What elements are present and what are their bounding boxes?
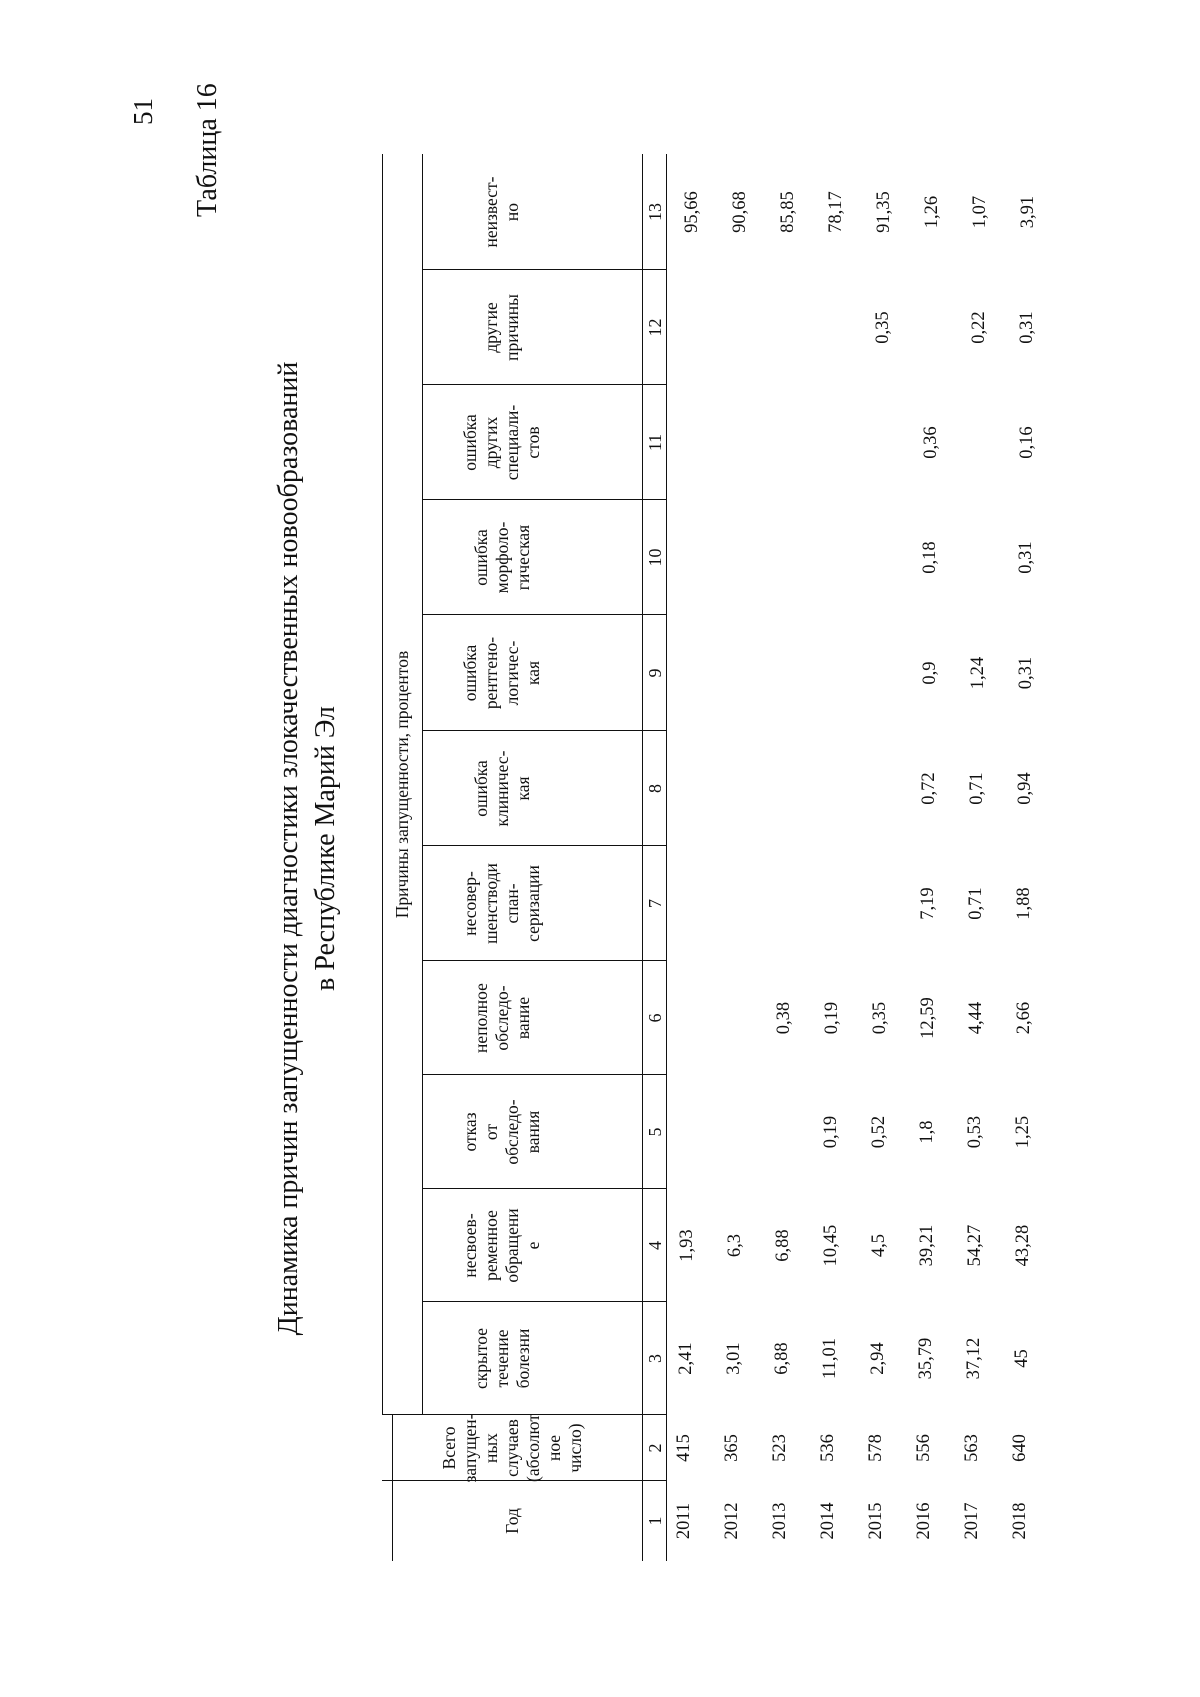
header-line: логичес- [502, 640, 522, 706]
row-total: 556 [914, 1434, 934, 1462]
row-value: 0,52 [869, 1115, 889, 1149]
header-cause-13-text [481, 176, 523, 247]
header-line: отказ [460, 1112, 480, 1152]
row-year: 2014 [818, 1502, 838, 1540]
header-cause-7-text [460, 863, 544, 944]
header-cause-12 [422, 270, 582, 385]
header-line: от [481, 1123, 501, 1141]
header-line: ошибка [470, 529, 491, 586]
header-cause-3 [422, 1302, 582, 1415]
row-total: 640 [1010, 1434, 1030, 1462]
header-line: вания [523, 1110, 543, 1154]
row-value: 90,68 [730, 191, 750, 233]
row-value: 1,26 [922, 195, 942, 229]
row-value: 0,53 [965, 1115, 985, 1149]
header-line: (абсолют [522, 1413, 543, 1482]
row-value: 11,01 [820, 1338, 840, 1379]
row-value: 6,88 [773, 1229, 793, 1262]
row-value: 0,35 [873, 311, 893, 344]
row-value: 0,72 [919, 772, 939, 805]
row-value: 0,9 [920, 661, 940, 685]
row-value: 35,79 [916, 1337, 936, 1380]
row-value: 78,17 [826, 191, 846, 233]
column-number: 9 [645, 668, 665, 678]
header-line: ных [480, 1433, 501, 1463]
header-line: болезни [512, 1328, 533, 1389]
row-value: 91,35 [874, 191, 894, 233]
row-value: 0,31 [1016, 541, 1036, 574]
column-number: 2 [645, 1443, 665, 1453]
header-line: серизации [523, 865, 543, 942]
header-line: запущен- [459, 1413, 480, 1483]
row-total: 523 [770, 1434, 790, 1462]
header-cause-6-text [471, 983, 534, 1053]
row-value: 6,88 [772, 1342, 792, 1375]
header-line: причины [502, 294, 522, 361]
row-value: 0,94 [1015, 772, 1035, 805]
header-line: шенстводи [481, 863, 501, 944]
header-cause-10 [422, 500, 582, 615]
row-value: 0,38 [774, 1001, 794, 1035]
row-total: 415 [674, 1434, 694, 1462]
header-line: других [481, 416, 501, 469]
column-number: 3 [645, 1354, 665, 1363]
column-number: 12 [645, 318, 665, 337]
header-cause-11 [422, 385, 582, 500]
row-value: 0,35 [870, 1001, 890, 1035]
row-value: 0,22 [969, 311, 989, 344]
row-total: 365 [722, 1434, 742, 1462]
row-value: 1,88 [1014, 887, 1034, 920]
header-cause-6 [422, 961, 582, 1075]
header-line: клиничес- [491, 750, 512, 827]
row-value: 0,31 [1017, 311, 1037, 344]
header-year-text [502, 1508, 523, 1534]
row-value: 54,27 [965, 1224, 985, 1267]
header-line: число) [564, 1423, 585, 1473]
table-title-line-2: в Республике Марий Эл [310, 706, 341, 991]
row-value: 0,36 [921, 426, 941, 459]
page-number: 51 [128, 98, 158, 125]
header-cause-12-text [481, 294, 523, 361]
row-value: 2,41 [676, 1342, 696, 1375]
row-value: 1,25 [1013, 1115, 1033, 1149]
column-number: 6 [645, 1013, 665, 1023]
row-year: 2017 [962, 1502, 982, 1540]
header-line: течение [491, 1329, 512, 1388]
header-line: ошибка [470, 760, 491, 817]
header-line: гическая [512, 524, 533, 591]
row-year: 2013 [770, 1502, 790, 1540]
row-year: 2012 [722, 1502, 742, 1540]
header-group [382, 154, 422, 1415]
row-total: 578 [866, 1434, 886, 1462]
row-total: 563 [962, 1434, 982, 1462]
column-number: 7 [645, 899, 665, 908]
header-line: другие [481, 302, 501, 353]
header-cause-13 [422, 154, 582, 270]
row-value: 0,71 [967, 772, 987, 805]
header-line: спан- [502, 883, 522, 924]
row-value: 12,59 [918, 997, 938, 1039]
header-cause-10-text [471, 522, 534, 594]
header-cause-11-text [460, 405, 544, 480]
row-year: 2016 [914, 1502, 934, 1540]
header-line: но [502, 202, 522, 222]
row-value: 45 [1012, 1349, 1032, 1368]
row-value: 4,5 [869, 1233, 889, 1258]
header-line: морфоло- [491, 521, 512, 594]
row-value: 95,66 [682, 191, 702, 233]
column-number: 13 [645, 203, 665, 221]
header-line: специали- [502, 404, 522, 481]
row-year: 2018 [1010, 1502, 1030, 1540]
table-label: Таблица 16 [192, 83, 223, 217]
row-value: 0,31 [1016, 656, 1036, 690]
row-year: 2011 [674, 1502, 694, 1540]
header-cause-9-text [460, 637, 544, 709]
row-year: 2015 [866, 1502, 886, 1540]
header-cause-8-text [471, 751, 534, 827]
row-value: 85,85 [778, 191, 798, 233]
header-line: неизвест- [481, 176, 501, 248]
header-line: ное [543, 1434, 564, 1462]
header-line: обращени [502, 1208, 522, 1283]
header-line: ошибка [460, 644, 480, 702]
row-value: 0,19 [822, 1001, 842, 1035]
column-number: 11 [645, 433, 665, 452]
header-line: кая [523, 660, 543, 686]
header-line: скрытое [470, 1328, 491, 1389]
header-cause-8 [422, 731, 582, 846]
row-value: 1,24 [968, 656, 988, 690]
row-value: 0,18 [920, 541, 940, 574]
row-value: 0,19 [821, 1115, 841, 1149]
row-total: 536 [818, 1434, 838, 1462]
row-value: 7,19 [918, 887, 938, 920]
header-line: Причины запущенности, процентов [391, 650, 412, 919]
row-value: 1,93 [677, 1229, 697, 1262]
row-value: 43,28 [1013, 1224, 1033, 1267]
table-title-line-1: Динамика причин запущенности диагностики злокачественных новообразований [273, 361, 304, 1336]
header-total-text [439, 1413, 586, 1482]
column-number: 8 [645, 784, 665, 793]
row-value: 0,71 [966, 887, 986, 920]
header-cause-9 [422, 615, 582, 731]
column-number: 1 [645, 1516, 665, 1526]
row-value: 0,16 [1017, 426, 1037, 459]
header-line: несовер- [460, 871, 480, 936]
header-cause-5 [422, 1075, 582, 1189]
header-cause-7 [422, 846, 582, 961]
row-value: 2,94 [868, 1342, 888, 1375]
column-number: 4 [645, 1241, 665, 1250]
row-value: 4,44 [966, 1001, 986, 1035]
header-total [382, 1415, 642, 1481]
header-line: вание [512, 996, 533, 1040]
header-line: рентгено- [481, 636, 501, 710]
header-line: Всего [438, 1426, 459, 1470]
header-cause-5-text [460, 1099, 544, 1164]
row-value: 39,21 [917, 1224, 937, 1267]
row-value: 6,3 [725, 1233, 745, 1258]
header-line: кая [512, 776, 533, 801]
column-number: 10 [645, 548, 665, 567]
column-number: 5 [645, 1127, 665, 1137]
header-line: неполное [470, 983, 491, 1053]
row-value: 10,45 [821, 1224, 841, 1267]
header-bottom-rule [642, 154, 643, 1561]
header-line: е [523, 1241, 543, 1250]
header-cause-3-text [471, 1328, 534, 1389]
row-value: 1,07 [970, 195, 990, 229]
header-line: ременное [481, 1210, 501, 1281]
header-line: обследо- [502, 1099, 522, 1165]
header-line: ошибка [460, 414, 480, 471]
header-line: стов [523, 426, 543, 459]
row-value: 2,66 [1014, 1001, 1034, 1035]
header-line: случаев [501, 1419, 522, 1477]
column-number-rule [666, 154, 667, 1561]
header-line: обследо- [491, 985, 512, 1051]
header-cause-4 [422, 1189, 582, 1302]
row-value: 1,8 [917, 1120, 937, 1144]
header-cause-4-text [460, 1208, 544, 1282]
row-value: 37,12 [964, 1337, 984, 1380]
header-line: несвоев- [460, 1213, 480, 1278]
header-year [382, 1481, 642, 1561]
header-line: Год [501, 1508, 522, 1534]
header-group-text [392, 651, 413, 918]
row-value: 3,91 [1018, 195, 1038, 229]
row-value: 3,01 [724, 1342, 744, 1375]
